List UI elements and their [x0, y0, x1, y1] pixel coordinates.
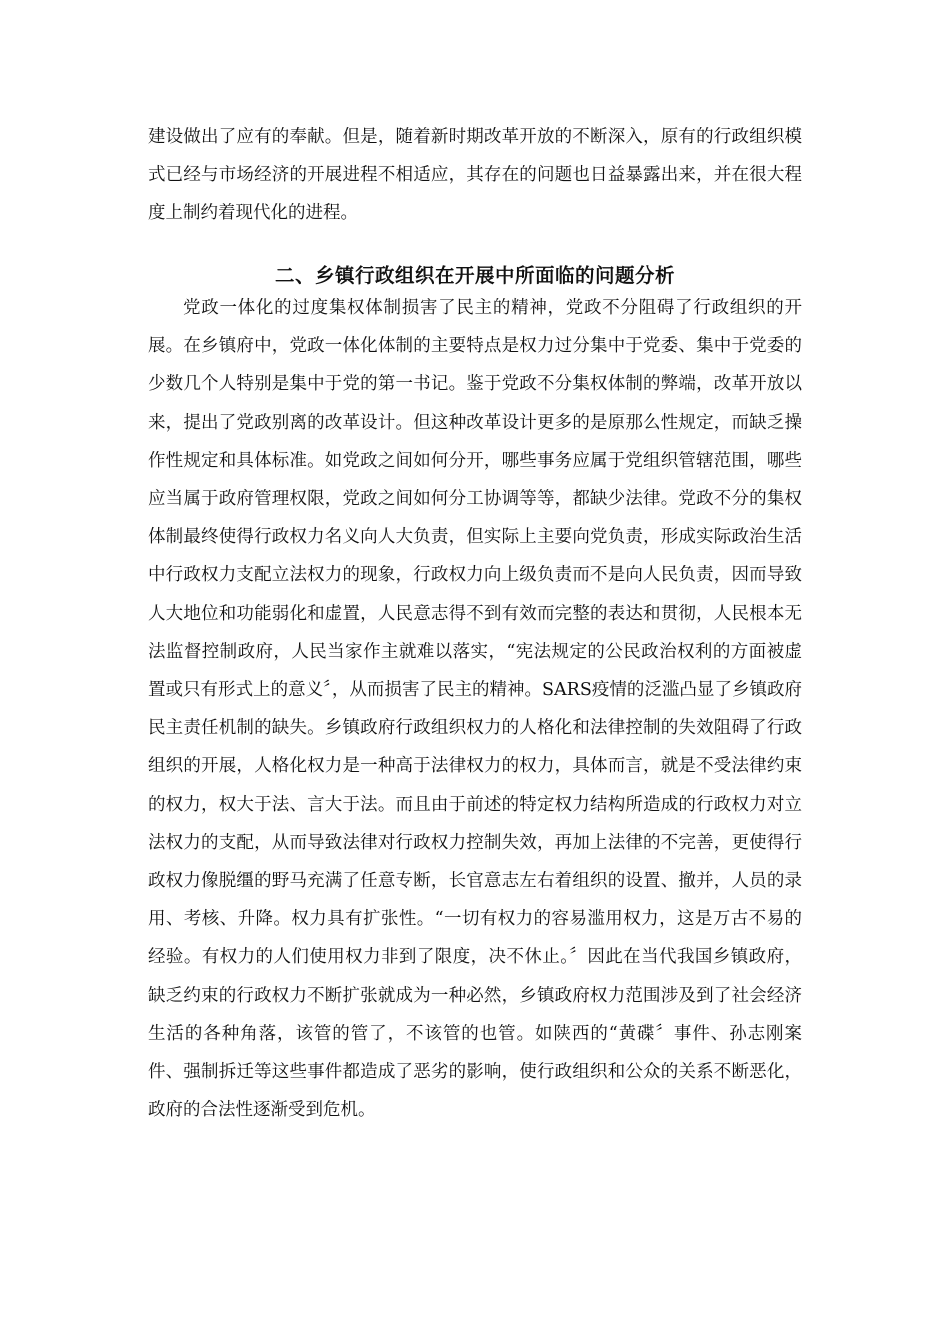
section-heading: 二、乡镇行政组织在开展中所面临的问题分析 — [274, 264, 675, 288]
body-paragraph: 党政一体化的过度集权体制损害了民主的精神，党政不分阻碍了行政组织的开展。在乡镇府中，党政一体化体制的主要特点是权力过分集中于党委、集中于党委的少数几个人特别是集中于党的第一书记。鉴于党政不分集权体制的弊端，改革开放以来，提出了党政别离的改革设计。但这种改革设计更多的是原那么性规定，而缺乏操作性规定和具体标准。如党政之间如何分开，哪些事务应属于党组织管辖范围，哪些应当属于政府管理权限，党政之间如何分工协调等等，都缺少法律。党政不分的集权体制最终使得行政权力名义向人大负责，但实际上主要向党负责，形成实际政治生活中行政权力支配立法权力的现象，行政权力向上级负责而不是向人民负责，因而导致人大地位和功能弱化和虚置，人民意志得不到有效而完整的表达和贯彻，人民根本无法监督控制政府，人民当家作主就难以落实，“宪法规定的公民政治权利的方面被虚置或只有形式上的意义〞，从而损害了民主的精神。SARS疫情的泛滥凸显了乡镇政府民主责任机制的缺失。乡镇政府行政组织权力的人格化和法律控制的失效阻碍了行政组织的开展，人格化权力是一种高于法律权力的权力，具体而言，就是不受法律约束的权力，权大于法、言大于法。而且由于前述的特定权力结构所造成的行政权力对立法权力的支配，从而导致法律对行政权力控制失效，再加上法律的不完善，更使得行政权力像脱缰的野马充满了任意专断，长官意志左右着组织的设置、撤并，人员的录用、考核、升降。权力具有扩张性。“一切有权力的容易滥用权力，这是万古不易的经验。有权力的人们使用权力非到了限度，决不休止。〞因此在当代我国乡镇政府，缺乏约束的行政权力不断扩张就成为一种必然，乡镇政府权力范围涉及到了社会经济生活的各种角落，该管的管了，不该管的也管。如陕西的“黄碟〞事件、孙志刚案件、强制拆迁等这些事件都造成了恶劣的影响，使行政组织和公众的关系不断恶化，政府的合法性逐渐受到危机。 — [148, 298, 802, 1121]
intro-paragraph: 建设做出了应有的奉献。但是，随着新时期改革开放的不断深入，原有的行政组织模式已经与市场经济的开展进程不相适应，其存在的问题也日益暴露出来，并在很大程度上制约着现代化的进程。 — [148, 127, 802, 224]
